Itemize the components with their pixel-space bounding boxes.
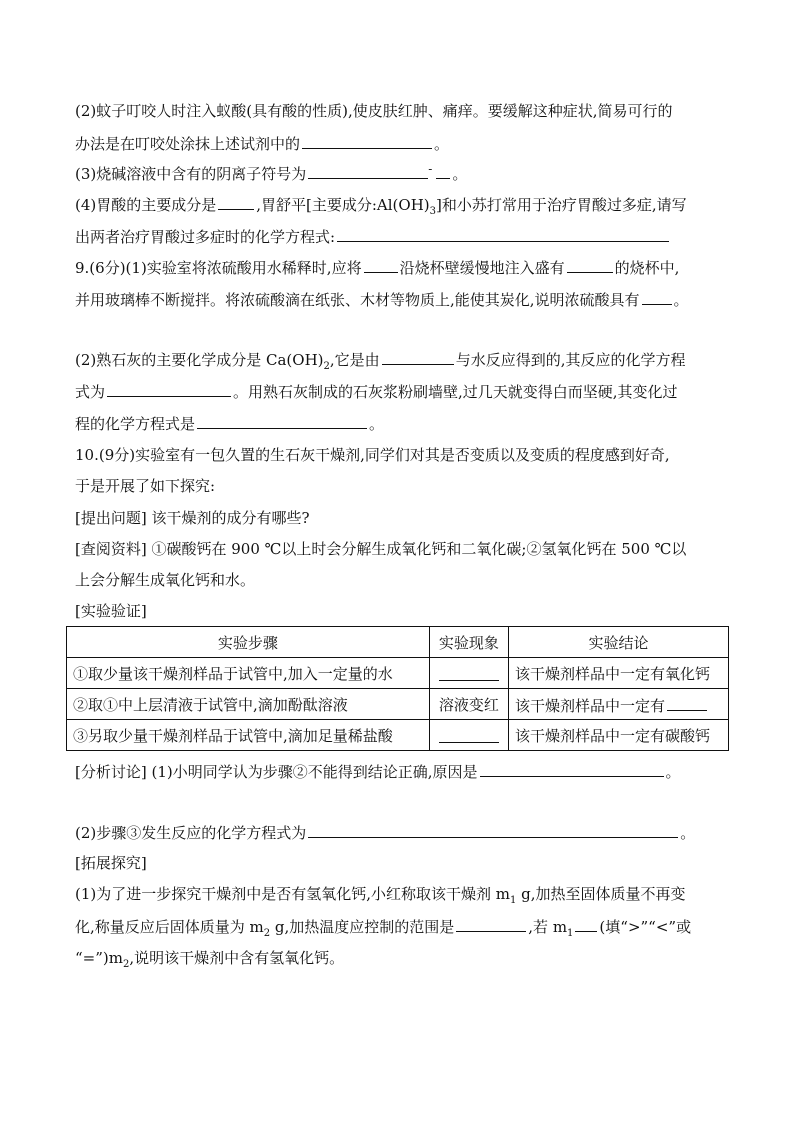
q9-text3b: ,它是由	[329, 351, 380, 369]
answer-blank[interactable]	[382, 346, 454, 365]
answer-blank[interactable]	[308, 160, 428, 179]
minus-sign: -	[428, 162, 433, 176]
q10-ref-text2: 上会分解生成氧化钙和水。	[75, 571, 256, 589]
q8-p3-line	[75, 160, 735, 186]
subscript: 2	[323, 361, 330, 372]
answer-blank[interactable]	[439, 724, 499, 743]
row2-conclusion	[509, 689, 729, 720]
q10-line1	[75, 442, 735, 468]
answer-blank[interactable]	[308, 819, 678, 838]
answer-blank[interactable]	[567, 254, 613, 273]
q9-text1b: 沿烧杯壁缓慢地注入盛有	[399, 259, 565, 277]
q10-text2: 于是开展了如下探究:	[75, 477, 216, 495]
q9-text5a: 程的化学方程式是	[75, 415, 196, 433]
answer-blank[interactable]	[364, 254, 398, 273]
q10-discuss-line1	[75, 758, 735, 784]
q10-ext-text2a: 化,称量反应后固体质量为 m	[75, 918, 264, 936]
q10-ref-line2	[75, 567, 735, 593]
answer-blank[interactable]	[667, 692, 707, 711]
subscript: 2	[263, 928, 271, 939]
q10-ext-line3	[75, 945, 735, 971]
q9-text3a: (2)熟石灰的主要化学成分是 Ca(OH)	[75, 351, 324, 369]
header-conclusion: 实验结论	[509, 627, 729, 658]
subscript: 1	[510, 895, 517, 906]
q8-p4-text1c: ]和小苏打常用于治疗胃酸过多症,请写	[436, 196, 687, 214]
q10-ext-line2	[75, 913, 735, 939]
period: 。	[680, 824, 696, 842]
header-step: 实验步骤	[67, 627, 430, 658]
row3-step: ③另取少量干燥剂样品于试管中,滴加足量稀盐酸	[67, 720, 430, 751]
q10-ext-text2d: (填“>”“<”或	[599, 918, 692, 936]
q9-line5	[75, 410, 735, 436]
row2-step: ②取①中上层清液于试管中,滴加酚酞溶液	[67, 689, 430, 720]
row1-conclusion: 该干燥剂样品中一定有氧化钙	[509, 658, 729, 689]
subscript: 1	[567, 928, 574, 939]
answer-blank[interactable]	[642, 286, 672, 305]
q10-ext-line1	[75, 881, 735, 907]
row3-phenomenon	[429, 720, 508, 751]
q10-verify	[75, 598, 735, 624]
q10-verify-text: [实验验证]	[75, 602, 147, 620]
q10-ext-text3b: ,说明该干燥剂中含有氢氧化钙。	[129, 949, 345, 967]
answer-blank[interactable]	[456, 913, 526, 932]
q9-line3	[75, 346, 735, 372]
q10-ext-text2c: ,若 m	[528, 918, 568, 936]
q9-text4b: 。用熟石灰制成的石灰浆粉刷墙壁,过几天就变得白而坚硬,其变化过	[233, 383, 678, 401]
row2-conclusion-text: 该干燥剂样品中一定有	[515, 697, 666, 715]
answer-blank[interactable]	[107, 378, 231, 397]
q9-line1	[75, 254, 735, 280]
q10-ext-text1b: g,加热至固体质量不再变	[516, 885, 686, 903]
answer-blank[interactable]	[436, 160, 450, 179]
q9-text3c: 与水反应得到的,其反应的化学方程	[455, 351, 686, 369]
q10-ext-text3a: “=”)m	[75, 949, 123, 967]
q10-ref-text1: [查阅资料] ①碳酸钙在 900 ℃以上时会分解生成氧化钙和二氧化碳;②氢氧化钙在 500 ℃以	[75, 540, 687, 558]
q8-p2-text2: 办法是在叮咬处涂抹上述试剂中的	[75, 135, 301, 153]
q9-text4a: 式为	[75, 383, 106, 401]
q8-p2-line2	[75, 130, 735, 156]
q10-line2	[75, 473, 735, 499]
q10-ref-line1	[75, 536, 735, 562]
subscript: 2	[122, 959, 130, 970]
q9-text1c: 的烧杯中,	[614, 259, 680, 277]
table-header-row	[67, 627, 729, 658]
q8-p3-text: (3)烧碱溶液中含有的阴离子符号为	[75, 165, 307, 183]
table-row	[67, 689, 729, 720]
answer-blank[interactable]	[197, 410, 367, 429]
q10-discuss-line2	[75, 819, 735, 845]
experiment-table	[66, 626, 729, 751]
answer-blank[interactable]	[439, 662, 499, 681]
period: 。	[665, 763, 681, 781]
table-row	[67, 658, 729, 689]
q8-p4-line2	[75, 223, 735, 249]
row3-conclusion: 该干燥剂样品中一定有碳酸钙	[509, 720, 729, 751]
answer-blank[interactable]	[575, 913, 597, 932]
q10-text1: 10.(9分)实验室有一包久置的生石灰干燥剂,同学们对其是否变质以及变质的程度感到好奇,	[75, 446, 670, 464]
subscript: 3	[429, 206, 437, 217]
row2-phenomenon: 溶液变红	[429, 689, 508, 720]
q9-line4	[75, 378, 735, 404]
q9-line2	[75, 286, 735, 312]
period: 。	[673, 291, 689, 309]
q10-extend	[75, 850, 735, 876]
q8-p2-line1	[75, 98, 735, 124]
q10-question-text: [提出问题] 该干燥剂的成分有哪些?	[75, 509, 310, 527]
answer-blank[interactable]	[480, 758, 664, 777]
q8-p2-text1: (2)蚊子叮咬人时注入蚁酸(具有酸的性质),使皮肤红肿、痛痒。要缓解这种症状,简易可行的	[75, 102, 673, 120]
q10-ext-text2b: g,加热温度应控制的范围是	[270, 918, 455, 936]
answer-blank[interactable]	[218, 191, 254, 210]
row1-phenomenon	[429, 658, 508, 689]
answer-blank[interactable]	[302, 130, 432, 149]
row1-step: ①取少量该干燥剂样品于试管中,加入一定量的水	[67, 658, 430, 689]
period: 。	[434, 135, 450, 153]
q8-p4-text2: 出两者治疗胃酸过多症时的化学方程式:	[75, 228, 336, 246]
period: 。	[369, 415, 385, 433]
q8-p4-text1b: ,胃舒平[主要成分:Al(OH)	[256, 196, 430, 214]
q8-p4-text1a: (4)胃酸的主要成分是	[75, 196, 217, 214]
q8-p4-line1	[75, 191, 735, 217]
q10-ext-text1a: (1)为了进一步探究干燥剂中是否有氢氧化钙,小红称取该干燥剂 m	[75, 885, 511, 903]
q10-discuss-text1: [分析讨论] (1)小明同学认为步骤②不能得到结论正确,原因是	[75, 763, 478, 781]
table-row	[67, 720, 729, 751]
period: 。	[452, 165, 468, 183]
q9-text2a: 并用玻璃棒不断搅拌。将浓硫酸滴在纸张、木材等物质上,能使其炭化,说明浓硫酸具有	[75, 291, 640, 309]
q9-text1a: 9.(6分)(1)实验室将浓硫酸用水稀释时,应将	[75, 259, 362, 277]
header-phenomenon: 实验现象	[429, 627, 508, 658]
answer-blank[interactable]	[337, 223, 669, 242]
q10-question	[75, 505, 735, 531]
q10-extend-text: [拓展探究]	[75, 854, 147, 872]
q10-discuss-text2: (2)步骤③发生反应的化学方程式为	[75, 824, 307, 842]
